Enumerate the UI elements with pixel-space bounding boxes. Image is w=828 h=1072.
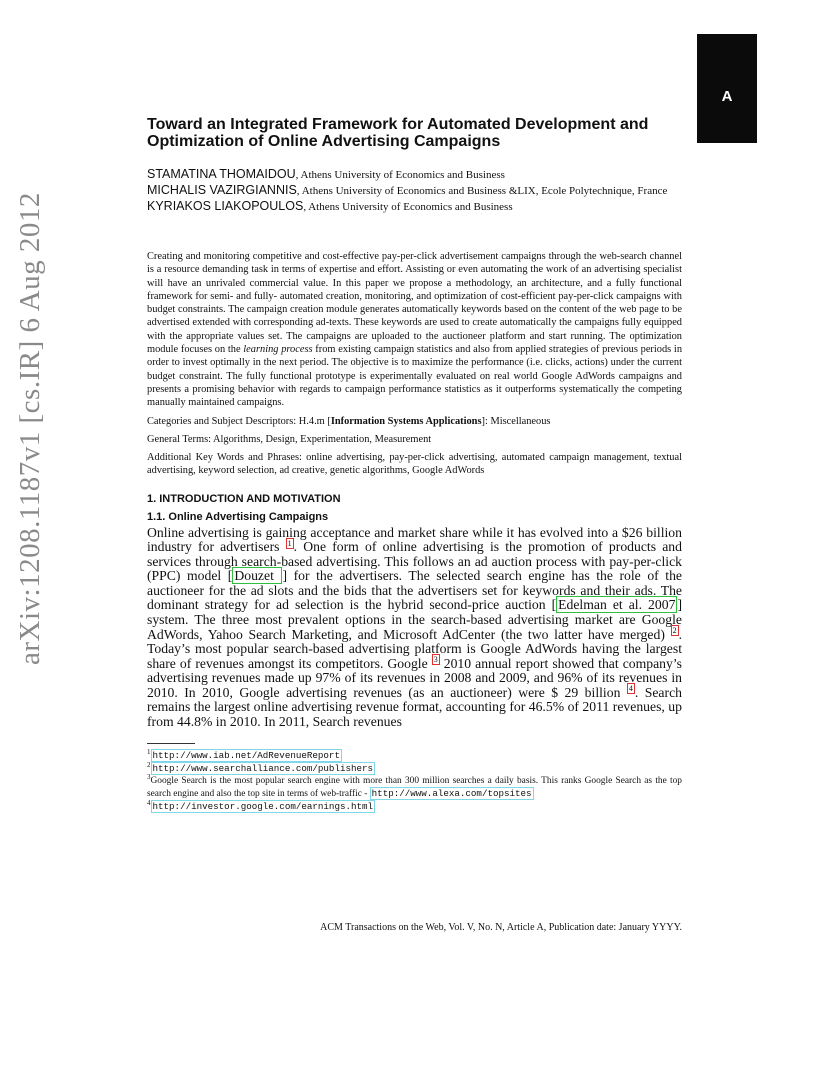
body-text: ] system. The three most prevalent options in the search-based advertising market are Google AdWords, Yahoo Search Marketing, and Microsoft AdCenter (the two latter have merged) bbox=[147, 597, 682, 642]
paper-body bbox=[147, 116, 682, 813]
categories-bold: Information Systems Applications bbox=[330, 415, 482, 427]
citation-link[interactable]: Edelman et al. 2007 bbox=[558, 597, 676, 613]
author-affiliation: , Athens University of Economics and Business &LIX, Ecole Polytechnique, France bbox=[296, 185, 668, 197]
keywords-line: Additional Key Words and Phrases: online advertising, pay-per-click advertising, automated campaign management, textual advertising, keyword selection, ad creative, genetic algorithms, Google AdWords bbox=[147, 452, 682, 477]
footnote-ref-link[interactable]: 3 bbox=[433, 655, 438, 665]
footnote bbox=[147, 763, 682, 776]
footnote-url-link[interactable]: http://www.alexa.com/topsites bbox=[371, 787, 532, 799]
author-name: MICHALIS VAZIRGIANNIS bbox=[147, 183, 297, 197]
footnote-divider bbox=[147, 743, 195, 744]
body-text: Online advertising is gaining acceptance and market share while it has evolved into a $26 billion industry for advertisers bbox=[147, 524, 682, 555]
abstract bbox=[147, 250, 682, 410]
footnote-number: 4 bbox=[147, 798, 151, 807]
body-text: . Today’s most popular search-based advertising platform is Google AdWords having the largest share of revenues amongst its competitors. Google bbox=[147, 626, 682, 671]
body-text: . One form of online advertising is the promotion of products and services through search-based advertising. This follows an ad auction process with pay-per-click (PPC) model [ bbox=[147, 539, 682, 584]
running-footer: ACM Transactions on the Web, Vol. V, No. N, Article A, Publication date: January YYYY. bbox=[320, 922, 682, 933]
footnote-url-link[interactable]: http://www.iab.net/AdRevenueReport bbox=[152, 750, 340, 762]
footnote-url-link[interactable]: http://investor.google.com/earnings.html bbox=[152, 800, 374, 812]
author-entry bbox=[147, 199, 682, 215]
author-affiliation: , Athens University of Economics and Business bbox=[295, 169, 505, 181]
footnote-number: 2 bbox=[147, 761, 151, 770]
author-list bbox=[147, 167, 682, 215]
categories-prefix: Categories and Subject Descriptors: H.4.m [ bbox=[147, 415, 331, 427]
categories-suffix: ]: Miscellaneous bbox=[481, 415, 551, 427]
footnote-ref-link[interactable]: 1 bbox=[287, 538, 292, 548]
author-affiliation: , Athens University of Economics and Business bbox=[303, 201, 513, 213]
body-text: . Search remains the largest online advertising revenue format, accounting for 46.5% of 2011 revenues, up from 44.8% in 2010. In 2011, Search revenues bbox=[147, 684, 682, 729]
footnote-text: Google Search is the most popular search engine with more than 300 million searches a daily basis. This ranks Google Search as the top search engine and also the top site in terms of web-traffic - bbox=[147, 776, 682, 799]
body-text: 2010 annual report showed that company’s advertising revenues made up 97% of its revenues in 2008 and 2009, and 96% of its revenues in 2010. In 2010, Google advertising revenues (as an auctioneer) were $ 29 billion bbox=[147, 655, 682, 700]
abstract-emphasis: learning process bbox=[243, 344, 313, 356]
arxiv-identifier-stamp: arXiv:1208.1187v1 [cs.IR] 6 Aug 2012 bbox=[14, 192, 46, 665]
author-name: STAMATINA THOMAIDOU bbox=[147, 167, 296, 181]
article-letter-tab: A bbox=[697, 34, 757, 143]
author-entry bbox=[147, 183, 682, 199]
subsection-heading: 1.1. Online Advertising Campaigns bbox=[147, 510, 329, 523]
body-paragraph bbox=[147, 526, 682, 730]
footnote-ref-link[interactable]: 4 bbox=[628, 684, 633, 694]
author-name: KYRIAKOS LIAKOPOULOS bbox=[147, 199, 304, 213]
body-text: ] for the advertisers. The selected search engine has the role of the auctioneer for the ad slots and the bids that the advertisers set for keywords and their ads. The dominant strategy for ad selection is the hybrid second-price auction [ bbox=[147, 568, 682, 613]
author-entry bbox=[147, 167, 682, 183]
categories-line bbox=[147, 415, 682, 428]
footnote bbox=[147, 772, 682, 801]
section-heading: 1. INTRODUCTION AND MOTIVATION bbox=[147, 492, 341, 505]
footnote-url-link[interactable]: http://www.searchalliance.com/publishers bbox=[152, 763, 374, 775]
abstract-text: Creating and monitoring competitive and cost-effective pay-per-click advertisement campaigns through the web-search channel is a resource demanding task in terms of expertise and effort. Assisting or even automating the work of an advertising specialist will have an unrivaled commercial value. In this paper we propose a methodology, an architecture, and a fully functional framework for semi- and fully- automated creation, monitoring, and optimization of cost-efficient pay-per-click campaigns with budget constraints. The campaign creation module generates automatically keywords based on the content of the web page to be advertised extended with corresponding ad-texts. These keywords are used to create automatically the campaigns fully equipped with the appropriate values set. The campaigns are uploaded to the auctioneer platform and start running. The optimization module focuses on the bbox=[147, 251, 682, 356]
footnote bbox=[147, 798, 682, 814]
footnote-number: 3 bbox=[147, 772, 151, 781]
footnote-number: 1 bbox=[147, 748, 151, 757]
general-terms-line: General Terms: Algorithms, Design, Experimentation, Measurement bbox=[147, 433, 432, 445]
footnote-ref-link[interactable]: 2 bbox=[672, 626, 677, 636]
citation-link[interactable]: Douzet bbox=[234, 568, 281, 584]
abstract-text: from existing campaign statistics and also from applied strategies of previous periods in order to invest optimally in the next period. The objective is to maximize the performance (i.e. clicks, actions) under the current budget constraint. The fully functional prototype is experimentally evaluated on real world Google AdWords campaigns and presents a promising behavior with regards to campaign performance statistics as it outperforms systematically the competing manually maintained campaigns. bbox=[147, 344, 683, 409]
footnotes bbox=[147, 750, 682, 813]
paper-title: Toward an Integrated Framework for Automated Development and Optimization of Online Advertising Campaigns bbox=[147, 116, 649, 150]
